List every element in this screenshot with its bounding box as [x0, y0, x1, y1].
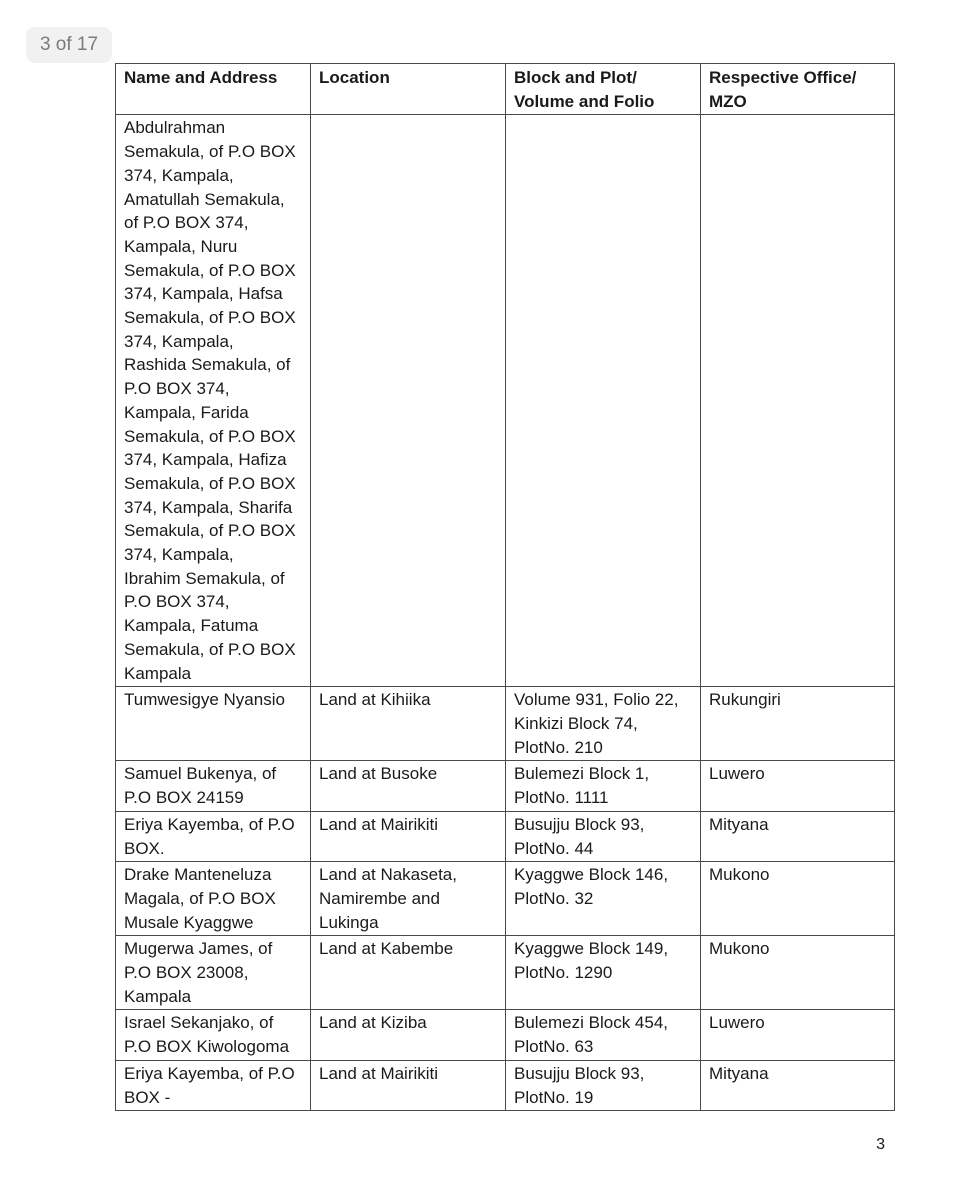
cell-text-line: PlotNo. 63: [514, 1037, 594, 1057]
cell-text-line: Land at Kihiika: [319, 690, 431, 710]
cell-text-line: PlotNo. 210: [514, 737, 603, 757]
table-row: [116, 1010, 895, 1060]
cell-text-line: Land at Mairikiti: [319, 1063, 439, 1083]
office-cell: [701, 1010, 895, 1060]
name-address-cell: [116, 862, 311, 936]
cell-text-line: Land at Busoke: [319, 764, 438, 784]
cell-text-line: Land at Nakaseta,: [319, 865, 457, 885]
office-cell: [701, 862, 895, 936]
cell-text-line: Bulemezi Block 1,: [514, 764, 650, 784]
header-respective-office: [701, 64, 895, 115]
cell-text-line: Kyaggwe Block 149,: [514, 939, 669, 959]
cell-text-line: PlotNo. 44: [514, 838, 594, 858]
cell-text-line: Semakula, of P.O BOX: [124, 426, 296, 446]
block-plot-cell: [506, 862, 701, 936]
cell-text-line: Drake Manteneluza: [124, 865, 272, 885]
cell-text-line: P.O BOX Kiwologoma: [124, 1037, 290, 1057]
cell-text-line: Eriya Kayemba, of P.O: [124, 814, 295, 834]
block-plot-cell: [506, 1060, 701, 1110]
page-indicator: 3 of 17: [26, 27, 112, 63]
location-cell: [311, 115, 506, 687]
header-location: [311, 64, 506, 115]
table-body: [116, 115, 895, 1111]
cell-text-line: Lukinga: [319, 912, 379, 932]
block-plot-cell: [506, 687, 701, 761]
table-row: [116, 1060, 895, 1110]
name-address-cell: [116, 761, 311, 811]
cell-text-line: Israel Sekanjako, of: [124, 1013, 274, 1033]
cell-text-line: Mityana: [709, 1063, 769, 1083]
cell-text-line: Semakula, of P.O BOX: [124, 142, 296, 162]
cell-text-line: Luwero: [709, 1013, 765, 1033]
cell-text-line: Mukono: [709, 865, 770, 885]
cell-text-line: P.O BOX 24159: [124, 788, 244, 808]
header-name-address: [116, 64, 311, 115]
block-plot-cell: [506, 936, 701, 1010]
location-cell: [311, 936, 506, 1010]
cell-text-line: Kinkizi Block 74,: [514, 713, 638, 733]
table-row: [116, 115, 895, 687]
cell-text-line: Location: [319, 68, 390, 87]
cell-text-line: Ibrahim Semakula, of: [124, 568, 285, 588]
block-plot-cell: [506, 115, 701, 687]
block-plot-cell: [506, 811, 701, 861]
cell-text-line: Eriya Kayemba, of P.O: [124, 1063, 295, 1083]
table-row: [116, 811, 895, 861]
cell-text-line: 374, Kampala,: [124, 545, 234, 565]
cell-text-line: 374, Kampala,: [124, 331, 234, 351]
location-cell: [311, 687, 506, 761]
name-address-cell: [116, 936, 311, 1010]
location-cell: [311, 862, 506, 936]
cell-text-line: Magala, of P.O BOX: [124, 888, 276, 908]
cell-text-line: Busujju Block 93,: [514, 814, 645, 834]
name-address-cell: [116, 115, 311, 687]
cell-text-line: P.O BOX 23008,: [124, 963, 249, 983]
cell-text-line: Amatullah Semakula,: [124, 189, 285, 209]
name-address-cell: [116, 1010, 311, 1060]
location-cell: [311, 1010, 506, 1060]
table-row: [116, 862, 895, 936]
cell-text-line: MZO: [709, 91, 747, 111]
cell-text-line: 374, Kampala, Hafsa: [124, 284, 283, 304]
cell-text-line: Semakula, of P.O BOX: [124, 639, 296, 659]
cell-text-line: Mugerwa James, of: [124, 939, 273, 959]
header-block-plot: [506, 64, 701, 115]
office-cell: [701, 1060, 895, 1110]
table-header-row: [116, 64, 895, 115]
cell-text-line: Kampala: [124, 663, 192, 683]
cell-text-line: PlotNo. 32: [514, 888, 594, 908]
office-cell: [701, 687, 895, 761]
office-cell: [701, 761, 895, 811]
cell-text-line: Respective Office/: [709, 68, 857, 87]
cell-text-line: BOX -: [124, 1087, 171, 1107]
block-plot-cell: [506, 1010, 701, 1060]
cell-text-line: Block and Plot/: [514, 68, 637, 87]
cell-text-line: P.O BOX 374,: [124, 592, 230, 612]
cell-text-line: Kyaggwe Block 146,: [514, 865, 669, 885]
cell-text-line: Rukungiri: [709, 690, 781, 710]
cell-text-line: Rashida Semakula, of: [124, 355, 291, 375]
office-cell: [701, 811, 895, 861]
cell-text-line: Kampala, Fatuma: [124, 616, 259, 636]
location-cell: [311, 761, 506, 811]
cell-text-line: P.O BOX 374,: [124, 379, 230, 399]
cell-text-line: Abdulrahman: [124, 118, 226, 138]
cell-text-line: Semakula, of P.O BOX: [124, 308, 296, 328]
cell-text-line: Name and Address: [124, 68, 278, 87]
name-address-cell: [116, 687, 311, 761]
cell-text-line: Luwero: [709, 764, 765, 784]
cell-text-line: 374, Kampala, Sharifa: [124, 497, 293, 517]
land-registry-table: [115, 63, 895, 1111]
cell-text-line: PlotNo. 1111: [514, 788, 609, 808]
block-plot-cell: [506, 761, 701, 811]
location-cell: [311, 811, 506, 861]
cell-text-line: Samuel Bukenya, of: [124, 764, 277, 784]
cell-text-line: PlotNo. 19: [514, 1087, 594, 1107]
office-cell: [701, 115, 895, 687]
name-address-cell: [116, 811, 311, 861]
name-address-cell: [116, 1060, 311, 1110]
cell-text-line: Kampala, Farida: [124, 402, 249, 422]
cell-text-line: Busujju Block 93,: [514, 1063, 645, 1083]
cell-text-line: 374, Kampala, Hafiza: [124, 450, 287, 470]
page-number: 3: [876, 1136, 885, 1153]
cell-text-line: Semakula, of P.O BOX: [124, 473, 296, 493]
location-cell: [311, 1060, 506, 1110]
cell-text-line: Mukono: [709, 939, 770, 959]
cell-text-line: Volume 931, Folio 22,: [514, 690, 679, 710]
cell-text-line: Land at Mairikiti: [319, 814, 439, 834]
cell-text-line: Namirembe and: [319, 888, 440, 908]
cell-text-line: of P.O BOX 374,: [124, 213, 249, 233]
cell-text-line: PlotNo. 1290: [514, 963, 613, 983]
cell-text-line: BOX.: [124, 838, 165, 858]
cell-text-line: Tumwesigye Nyansio: [124, 690, 285, 710]
table-row: [116, 936, 895, 1010]
cell-text-line: 374, Kampala,: [124, 165, 234, 185]
table-row: [116, 687, 895, 761]
cell-text-line: Kampala, Nuru: [124, 236, 238, 256]
cell-text-line: Bulemezi Block 454,: [514, 1013, 669, 1033]
cell-text-line: Mityana: [709, 814, 769, 834]
cell-text-line: Kampala: [124, 986, 192, 1006]
cell-text-line: Semakula, of P.O BOX: [124, 521, 296, 541]
cell-text-line: Semakula, of P.O BOX: [124, 260, 296, 280]
cell-text-line: Land at Kabembe: [319, 939, 454, 959]
cell-text-line: Volume and Folio: [514, 91, 655, 111]
cell-text-line: Land at Kiziba: [319, 1013, 427, 1033]
cell-text-line: Musale Kyaggwe: [124, 912, 254, 932]
table-row: [116, 761, 895, 811]
office-cell: [701, 936, 895, 1010]
